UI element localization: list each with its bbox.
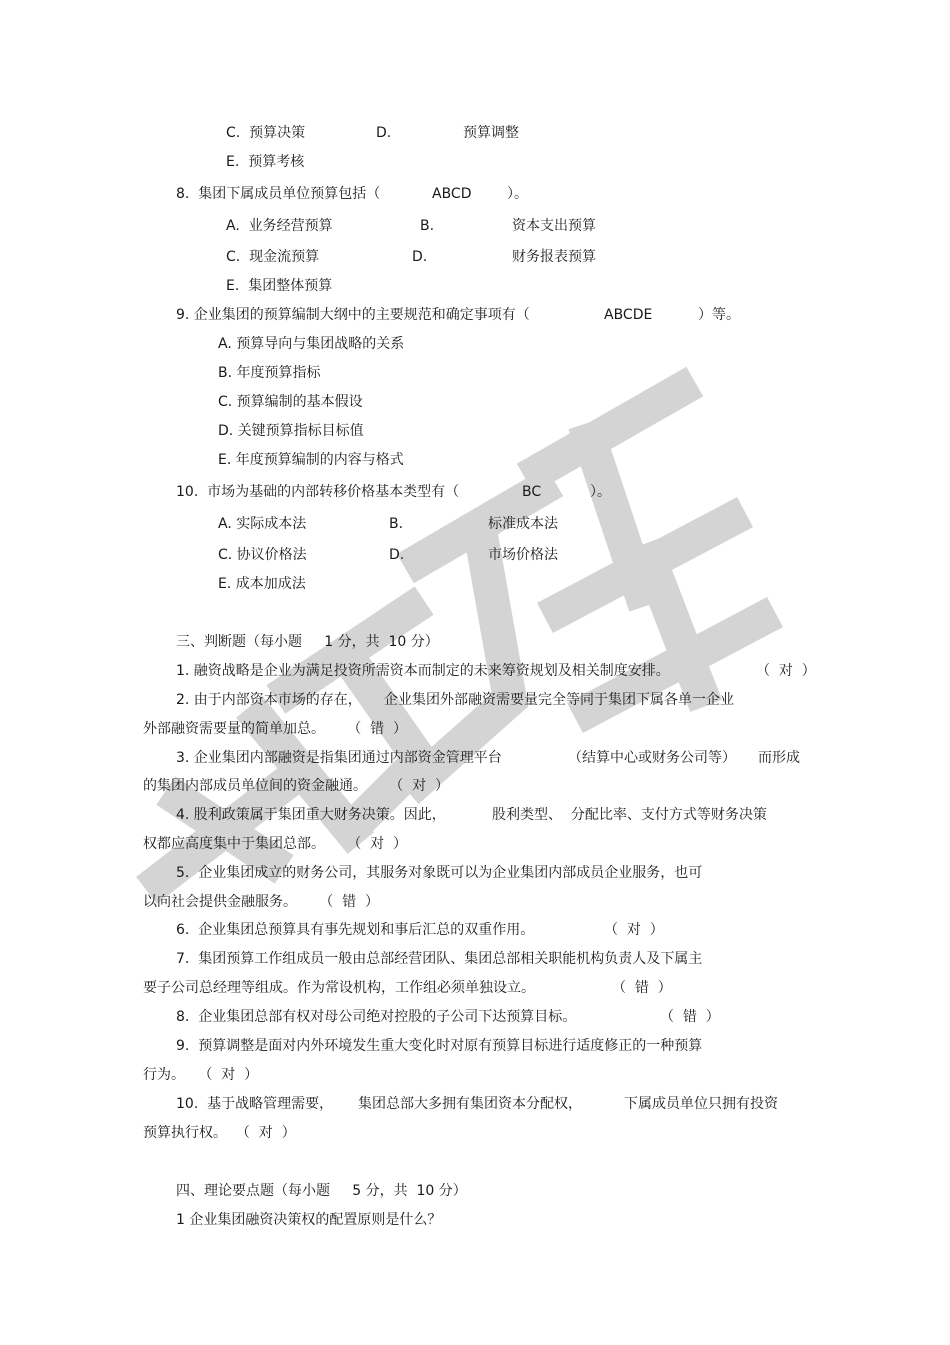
question-10-answer: BC <box>522 484 542 500</box>
option-c: C. 现金流预算 <box>226 249 320 265</box>
option-e: E. 成本加成法 <box>218 576 306 592</box>
judgement-1-answer: （ 对 ） <box>756 663 816 679</box>
theory-question-1: 1 企业集团融资决策权的配置原则是什么？ <box>176 1212 442 1228</box>
option-d-letter: D. <box>376 125 392 141</box>
option-a: A. 预算导向与集团战略的关系 <box>218 336 405 352</box>
option-d: D. 关键预算指标目标值 <box>218 423 364 439</box>
judgement-9-cont: 行为。 （ 对 ） <box>143 1067 259 1083</box>
option-e: E. 预算考核 <box>226 154 305 170</box>
option-a: A. 业务经营预算 <box>226 218 333 234</box>
judgement-4: 4. 股利政策属于集团重大财务决策。因此， <box>176 807 446 823</box>
option-c: C. 预算决策 <box>226 125 306 141</box>
option-d-text: 市场价格法 <box>488 547 558 563</box>
question-9-stem-end: ）等。 <box>698 307 740 323</box>
judgement-4-end: 股利类型、 分配比率、支付方式等财务决策 <box>492 807 767 823</box>
judgement-6-answer: （ 对 ） <box>604 922 664 938</box>
judgement-3-cont: 的集团内部成员单位间的资金融通。 （ 对 ） <box>143 778 450 794</box>
option-b-letter: B. <box>389 516 404 532</box>
question-10-stem-end: ）。 <box>590 484 611 500</box>
judgement-7: 7. 集团预算工作组成员一般由总部经营团队、集团总部相关职能机构负责人及下属主 <box>176 951 703 967</box>
judgement-2-cont: 外部融资需要量的简单加总。 （ 错 ） <box>143 721 408 737</box>
judgement-10-mid: 集团总部大多拥有集团资本分配权， <box>358 1096 582 1112</box>
question-9-stem: 9. 企业集团的预算编制大纲中的主要规范和确定事项有（ <box>176 307 530 323</box>
judgement-8-answer: （ 错 ） <box>660 1009 720 1025</box>
option-e: E. 集团整体预算 <box>226 278 333 294</box>
question-10-stem: 10. 市场为基础的内部转移价格基本类型有（ <box>176 484 460 500</box>
judgement-2: 2. 由于内部资本市场的存在， 企业集团外部融资需要量完全等同于集团下属各单一企业 <box>176 692 735 708</box>
judgement-4-cont: 权都应高度集中于集团总部。 （ 对 ） <box>143 836 408 852</box>
judgement-3-end: 而形成 <box>758 750 800 766</box>
judgement-10: 10. 基于战略管理需要， <box>176 1096 334 1112</box>
option-b-letter: B. <box>420 218 435 234</box>
question-8-stem-end: ）。 <box>507 186 528 202</box>
question-8-answer: ABCD <box>432 186 472 202</box>
option-a: A. 实际成本法 <box>218 516 307 532</box>
judgement-10-end: 下属成员单位只拥有投资 <box>624 1096 778 1112</box>
option-b-text: 资本支出预算 <box>512 218 596 234</box>
option-d-text: 财务报表预算 <box>512 249 596 265</box>
question-9-answer: ABCDE <box>604 307 653 323</box>
option-e: E. 年度预算编制的内容与格式 <box>218 452 404 468</box>
option-c: C. 预算编制的基本假设 <box>218 394 363 410</box>
judgement-3-mid: （结算中心或财务公司等） <box>568 750 736 766</box>
option-b-text: 标准成本法 <box>488 516 558 532</box>
option-c: C. 协议价格法 <box>218 547 307 563</box>
option-d-letter: D. <box>412 249 428 265</box>
section-3-heading: 三、判断题（每小题 1 分，共 10 分） <box>176 634 439 650</box>
question-8-stem: 8. 集团下属成员单位预算包括（ <box>176 186 381 202</box>
option-d-text: 预算调整 <box>463 125 519 141</box>
section-4-heading: 四、理论要点题（每小题 5 分，共 10 分） <box>176 1183 467 1199</box>
judgement-7-answer: （ 错 ） <box>612 980 672 996</box>
judgement-9: 9. 预算调整是面对内外环境发生重大变化时对原有预算目标进行适度修正的一种预算 <box>176 1038 703 1054</box>
judgement-7-cont: 要子公司总经理等组成。作为常设机构，工作组必须单独设立。 <box>143 980 535 996</box>
option-d-letter: D. <box>389 547 405 563</box>
judgement-5-cont: 以向社会提供金融服务。 （ 错 ） <box>143 894 380 910</box>
judgement-6: 6. 企业集团总预算具有事先规划和事后汇总的双重作用。 <box>176 922 535 938</box>
option-b: B. 年度预算指标 <box>218 365 321 381</box>
judgement-1: 1. 融资战略是企业为满足投资所需资本而制定的未来筹资规划及相关制度安排。 <box>176 663 670 679</box>
judgement-5: 5. 企业集团成立的财务公司，其服务对象既可以为企业集团内部成员企业服务，也可 <box>176 865 703 881</box>
judgement-8: 8. 企业集团总部有权对母公司绝对控股的子公司下达预算目标。 <box>176 1009 577 1025</box>
judgement-3: 3. 企业集团内部融资是指集团通过内部资金管理平台 <box>176 750 502 766</box>
judgement-10-cont: 预算执行权。 （ 对 ） <box>143 1125 296 1141</box>
